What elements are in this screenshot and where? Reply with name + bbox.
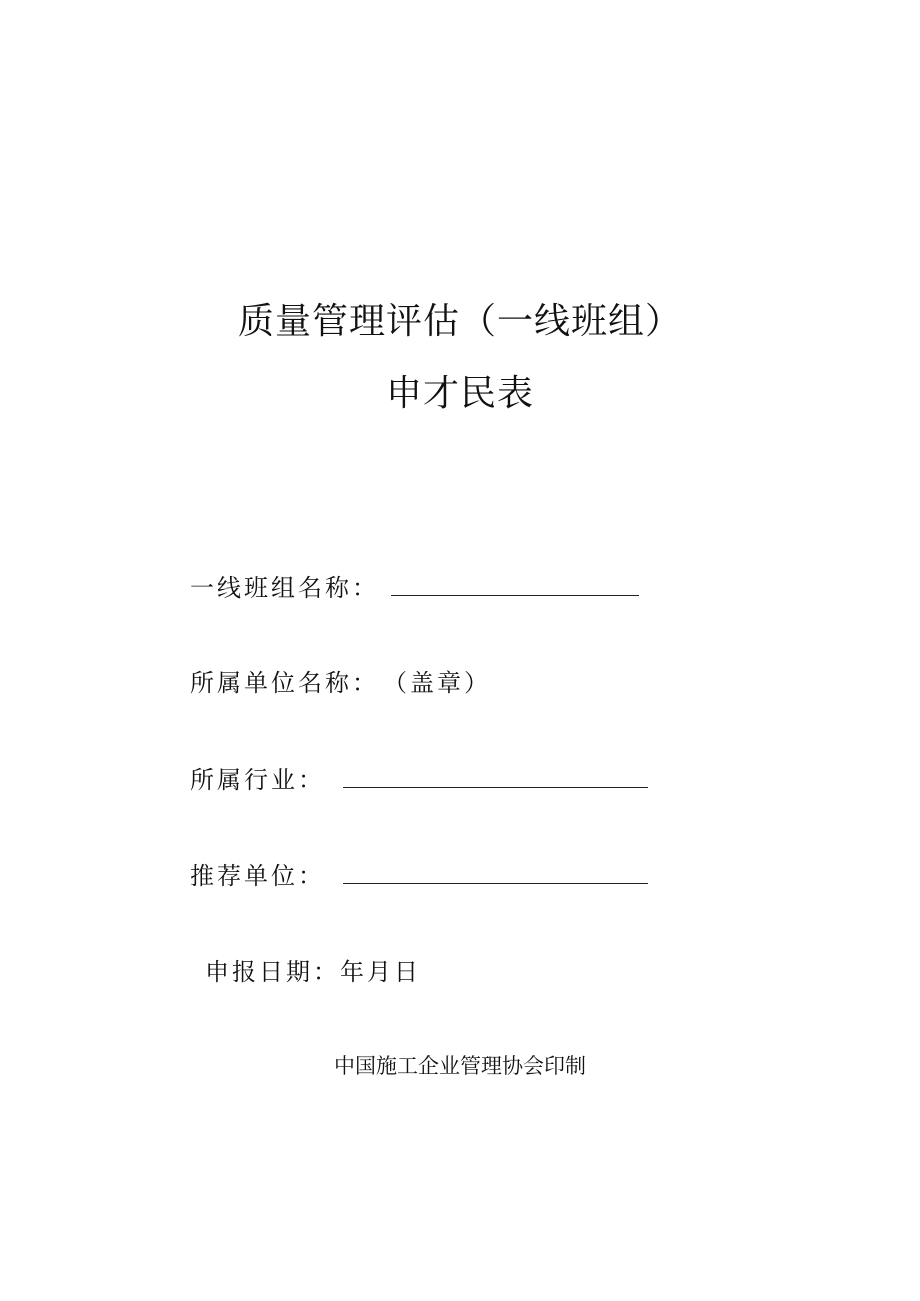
recommend-unit-field: [190, 848, 648, 888]
unit-name-field: [190, 655, 491, 695]
industry-blank-line: [343, 765, 648, 788]
industry-field: [190, 752, 648, 792]
team-name-blank-line: [391, 573, 639, 596]
form-subtitle: 申才民表: [385, 373, 534, 414]
form-title: 质量管理评估（一线班组）: [237, 301, 682, 342]
recommend-unit-label: 推荐单位：: [190, 862, 325, 890]
industry-label: 所属行业：: [190, 766, 325, 794]
team-name-label: 一线班组名称：: [190, 574, 379, 602]
date-field: [205, 944, 421, 984]
recommend-unit-blank-line: [343, 861, 648, 884]
date-label: 申报日期：: [205, 958, 340, 986]
unit-name-label: 所属单位名称：: [190, 669, 379, 697]
printer-footer: 中国施工企业管理协会印制: [334, 1054, 586, 1078]
seal-note: （盖章）: [383, 669, 491, 697]
date-value: 年月日: [340, 958, 421, 986]
team-name-field: [190, 560, 639, 600]
